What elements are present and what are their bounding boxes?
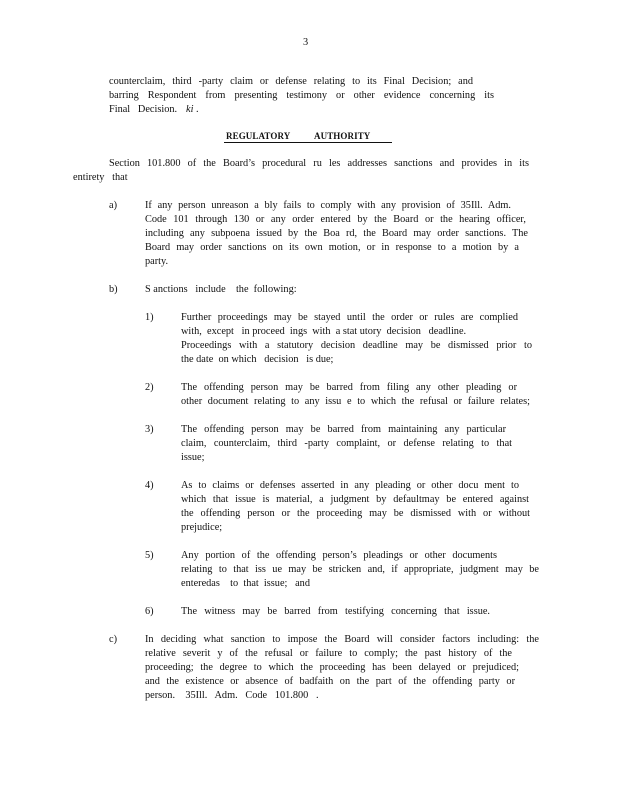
item-a-line: party. bbox=[145, 256, 169, 267]
subitem-line: prejudice; bbox=[181, 522, 223, 533]
subitem-line: issue; bbox=[181, 452, 205, 463]
subitem-line: the date on which decision is due; bbox=[181, 354, 334, 365]
item-a-line: Board may order sanctions on its own motion, or in response to a motion by a bbox=[145, 242, 519, 253]
subitem-line: The offending person may be barred from maintaining any particular bbox=[181, 424, 506, 435]
intro-period: . bbox=[196, 104, 199, 115]
subitem-line: enteredas to that issue; and bbox=[181, 578, 310, 589]
subitem-line: which that issue is material, a judgment by defaultmay be entered against bbox=[181, 494, 529, 505]
section-intro-line: entirety that bbox=[73, 172, 128, 183]
item-c-line: person. 35Ill. Adm. Code 101.800 . bbox=[145, 690, 319, 701]
subitem-label: 1) bbox=[145, 312, 154, 323]
section-heading bbox=[224, 131, 392, 143]
item-c-line: and the existence or absence of badfaith on the part of the offending party or bbox=[145, 676, 515, 687]
intro-line: barring Respondent from presenting testimony or other evidence concerning its bbox=[109, 90, 494, 101]
subitem-line: the offending person or the proceeding may be dismissed with or without bbox=[181, 508, 530, 519]
subitem-label: 4) bbox=[145, 480, 154, 491]
item-a-line: If any person unreason a bly fails to comply with any provision of 35Ill. Adm. bbox=[145, 200, 511, 211]
intro-line: counterclaim, third -party claim or defense relating to its Final Decision; and bbox=[109, 76, 473, 87]
heading-word: AUTHORITY bbox=[314, 131, 371, 141]
subitem-label: 5) bbox=[145, 550, 154, 561]
item-label-a: a) bbox=[109, 200, 117, 211]
section-intro-line: Section 101.800 of the Board’s procedural ru les addresses sanctions and provides in its bbox=[109, 158, 529, 169]
subitem-line: The offending person may be barred from filing any other pleading or bbox=[181, 382, 517, 393]
item-label-c: c) bbox=[109, 634, 117, 645]
item-a-line: Code 101 through 130 or any order entered by the Board or the hearing officer, bbox=[145, 214, 526, 225]
subitem-line: with, except in proceed ings with a stat utory decision deadline. bbox=[181, 326, 467, 337]
subitem-line: Further proceedings may be stayed until the order or rules are complied bbox=[181, 312, 518, 323]
subitem-line: relating to that iss ue may be stricken and, if appropriate, judgment may be bbox=[181, 564, 539, 575]
item-c-line: In deciding what sanction to impose the Board will consider factors including: the bbox=[145, 634, 539, 645]
item-c-line: relative severit y of the refusal or failure to comply; the past history of the bbox=[145, 648, 512, 659]
subitem-line: other document relating to any issu e to which the refusal or failure relates; bbox=[181, 396, 530, 407]
subitem-line: claim, counterclaim, third -party complaint, or defense relating to that bbox=[181, 438, 512, 449]
subitem-label: 3) bbox=[145, 424, 154, 435]
subitem-line: The witness may be barred from testifying concerning that issue. bbox=[181, 606, 490, 617]
item-a-line: including any subpoena issued by the Boa rd, the Board may order sanctions. The bbox=[145, 228, 528, 239]
subitem-label: 6) bbox=[145, 606, 154, 617]
page-number: 3 bbox=[303, 37, 309, 48]
heading-word: REGULATORY bbox=[226, 131, 291, 141]
subitem-label: 2) bbox=[145, 382, 154, 393]
intro-line: Final Decision. bbox=[109, 104, 183, 115]
item-c-line: proceeding; the degree to which the proceeding has been delayed or prejudiced; bbox=[145, 662, 519, 673]
subitem-line: Proceedings with a statutory decision deadline may be dismissed prior to bbox=[181, 340, 532, 351]
subitem-line: Any portion of the offending person’s pleadings or other documents bbox=[181, 550, 497, 561]
item-label-b: b) bbox=[109, 284, 118, 295]
subitem-line: As to claims or defenses asserted in any pleading or other docu ment to bbox=[181, 480, 519, 491]
intro-mark: ki bbox=[186, 104, 194, 115]
item-b-lead: S anctions include the following: bbox=[145, 284, 297, 295]
